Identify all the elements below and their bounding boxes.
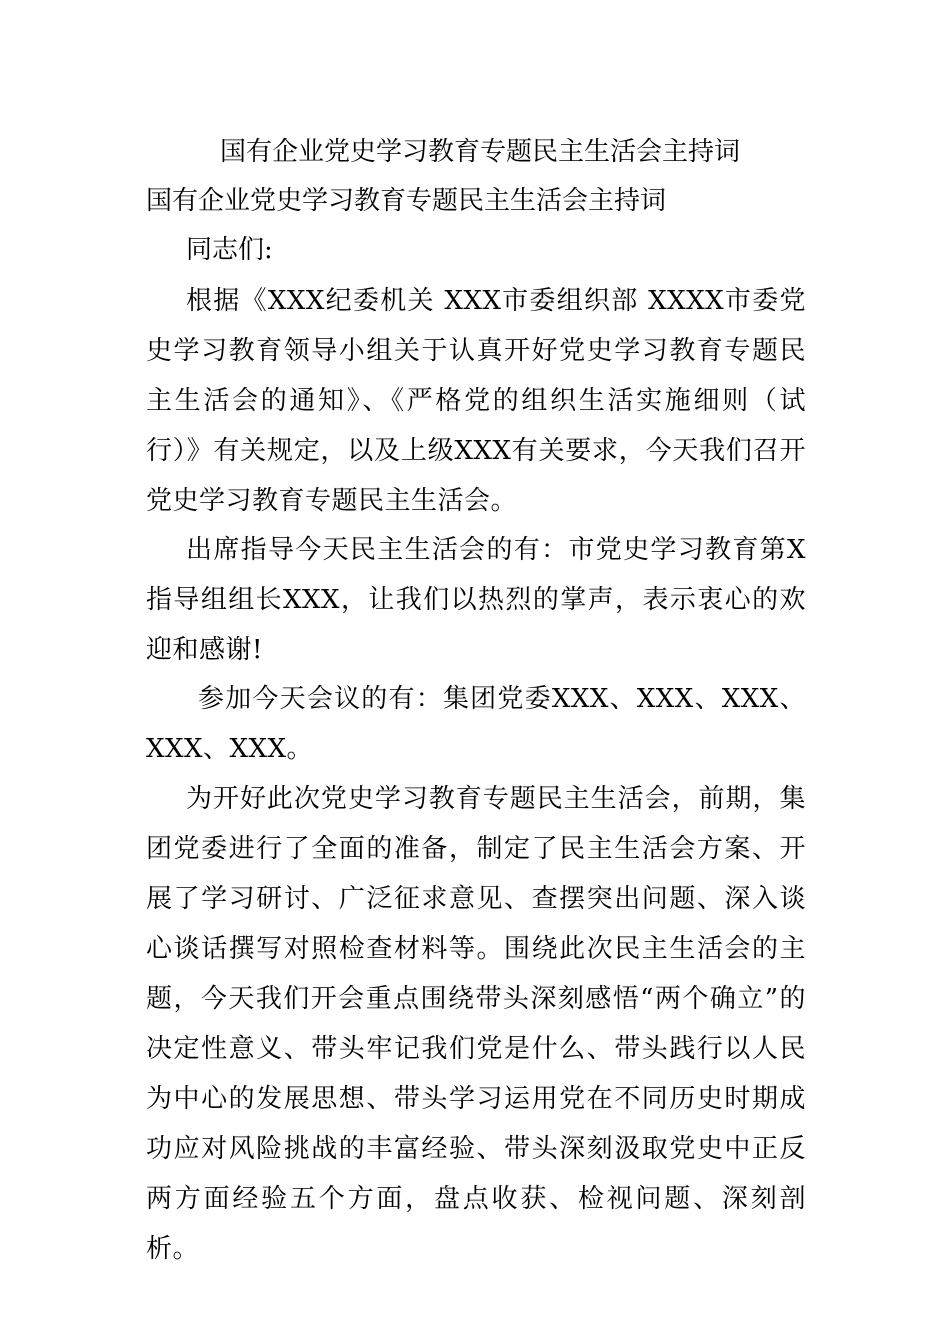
- document-subtitle: 国有企业党史学习教育专题民主生活会主持词: [146, 186, 667, 216]
- paragraph-basis: 根据《XXX纪委机关 XXX市委组织部 XXXX市委党史学习教育领导小组关于认真开好党史学习教育专题民主生活会的通知》、《严格党的组织生活实施细则（试行）》有关规定，以及上级XXX有关要求，今天我们召开党史学习教育专题民主生活会。: [146, 286, 806, 516]
- paragraph-attendees: 参加今天会议的有：集团党委XXX、XXX、XXX、XXX、XXX。: [146, 684, 806, 764]
- paragraph-preparation: 为开好此次党史学习教育专题民主生活会，前期，集团党委进行了全面的准备，制定了民主生活会方案、开展了学习研讨、广泛征求意见、查摆突出问题、深入谈心谈话撰写对照检查材料等。围绕此次民主生活会的主题，今天我们开会重点围绕带头深刻感悟“两个确立”的决定性意义、带头牢记我们党是什么、带头践行以人民为中心的发展思想、带头学习运用党在不同历史时期成功应对风险挑战的丰富经验、带头深刻汲取党史中正反两方面经验五个方面，盘点收获、检视问题、深刻剖析。: [146, 784, 806, 1264]
- paragraph-guests: 出席指导今天民主生活会的有：市党史学习教育第X指导组组长XXX，让我们以热烈的掌声，表示衷心的欢迎和感谢!: [146, 535, 806, 665]
- document-title: 国有企业党史学习教育专题民主生活会主持词: [220, 137, 741, 167]
- salutation: 同志们:: [186, 235, 273, 265]
